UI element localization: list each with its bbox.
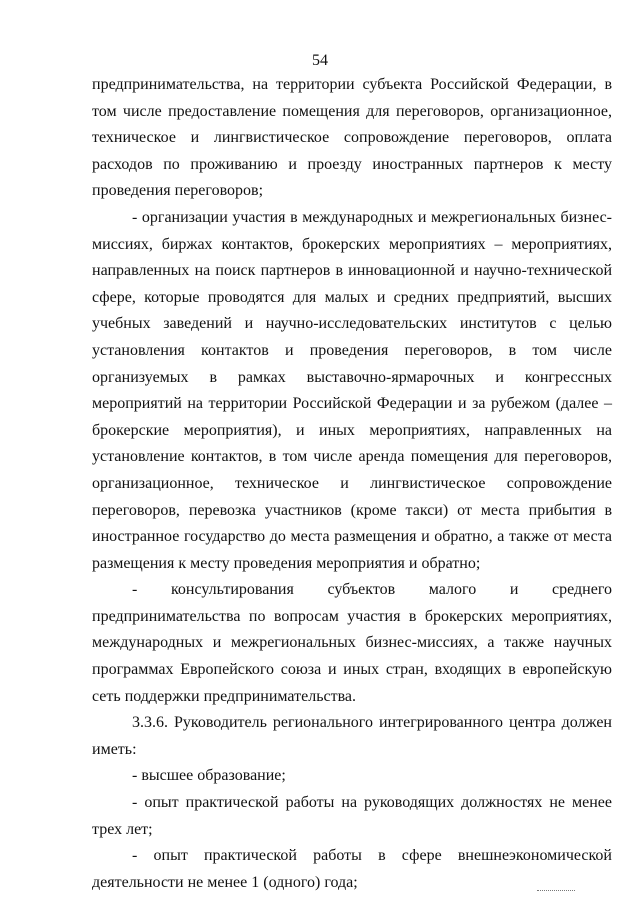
requirement-higher-education: - высшее образование; <box>132 767 286 785</box>
paragraph-section-3-3-6: 3.3.6. Руководитель регионального интегрированного центра должен иметь: <box>92 714 612 758</box>
paragraph-business-missions: - организации участия в международных и межрегиональных бизнес-миссиях, биржах контактов, брокерских мероприятиях – мероприятиях, направленных на поиск партнеров в инновационной и научно-технической сфере, которые проводятся для малых и средних предприятий, высших учебных заведений и научно-исследовательских институтов с целью установления контактов и проведения переговоров, в том числе организуемых в рамках выставочно-ярмарочных и конгрессных мероприятий на территории Российской Федерации и за рубежом (далее – брокерские мероприятия), и иных мероприятиях, направленных на установление контактов, в том числе аренда помещения для переговоров, организационное, техническое и лингвистическое сопровождение переговоров, перевозка участников (кроме такси) от места прибытия в иностранное государство до места размещения и обратно, а также от места размещения к месту проведения мероприятия и обратно; <box>92 208 612 572</box>
requirement-management-experience: - опыт практической работы на руководящих должностях не менее трех лет; <box>92 794 612 838</box>
page-number: 54 <box>312 52 328 69</box>
requirement-foreign-trade-experience: - опыт практической работы в сфере внешнеэкономической деятельности не менее 1 (одного) года; <box>92 847 612 891</box>
document-body <box>92 72 612 896</box>
scan-artifact-mark <box>537 890 575 892</box>
paragraph-continuation: предпринимательства, на территории субъекта Российской Федерации, в том числе предоставление помещения для переговоров, организационное, техническое и лингвистическое сопровождение переговоров, оплата расходов по проживанию и проезду иностранных партнеров к месту проведения переговоров; <box>92 76 612 200</box>
paragraph-consulting: - консультирования субъектов малого и среднего предпринимательства по вопросам участия в брокерских мероприятиях, международных и межрегиональных бизнес-миссиях, а также научных программах Европейского союза и иных стран, входящих в европейскую сеть поддержки предпринимательства. <box>92 581 612 705</box>
